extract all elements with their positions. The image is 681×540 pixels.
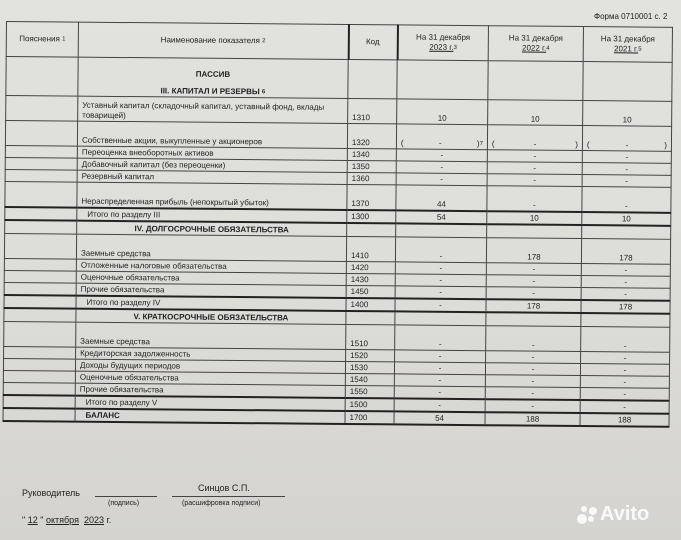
- notes-cell: [4, 321, 76, 347]
- indicator-code: 1700: [345, 411, 394, 424]
- notes-cell: [3, 358, 75, 371]
- indicator-value: -: [395, 274, 486, 287]
- indicator-value: 10: [487, 211, 582, 225]
- value-cell: [487, 224, 582, 238]
- value-cell: [396, 223, 487, 237]
- notes-cell: [6, 96, 78, 122]
- indicator-value: -: [395, 350, 486, 363]
- indicator-value: -: [580, 364, 669, 377]
- indicator-value: 10: [583, 101, 672, 127]
- section-title: V. КРАТКОСРОЧНЫЕ ОБЯЗАТЕЛЬСТВА: [76, 309, 346, 325]
- indicator-code: 1420: [346, 261, 395, 273]
- code-cell: [347, 223, 396, 237]
- indicator-code: 1320: [347, 123, 396, 148]
- indicator-code: 1360: [347, 172, 396, 184]
- indicator-value: 188: [485, 412, 580, 426]
- notes-cell: [4, 295, 76, 309]
- indicator-name: Отложенные налоговые обязательства: [76, 259, 346, 273]
- code-cell: [348, 59, 397, 98]
- notes-cell: [3, 370, 75, 383]
- value-cell: [582, 225, 671, 239]
- indicator-value: -: [485, 375, 580, 388]
- signature-name: Синцов С.П.: [198, 483, 250, 493]
- indicator-code: 1500: [345, 398, 394, 411]
- indicator-code: 1510: [346, 324, 395, 349]
- indicator-code: 1450: [346, 285, 395, 298]
- indicator-code: 1350: [347, 160, 396, 172]
- notes-cell: [4, 282, 76, 295]
- notes-cell: [5, 121, 77, 147]
- indicator-name: Оценочные обязательства: [75, 371, 345, 385]
- indicator-value: -: [486, 275, 581, 288]
- indicator-value: -: [395, 298, 486, 312]
- header-2021: На 31 декабря 2021 г.$^5$: [583, 27, 672, 63]
- indicator-value: -: [395, 237, 486, 263]
- indicator-name: Нераспределенная прибыль (непокрытый убыток): [77, 182, 347, 210]
- balance-table: [3, 21, 673, 428]
- signature-line: [95, 496, 157, 497]
- indicator-value: -: [395, 325, 486, 351]
- notes-cell: [4, 308, 76, 322]
- indicator-code: 1530: [345, 361, 394, 373]
- name-line: [172, 496, 285, 497]
- header-notes: Пояснения $^1$: [6, 22, 78, 58]
- notes-cell: [4, 346, 76, 359]
- notes-cell: [3, 395, 75, 409]
- indicator-name: БАЛАНС: [75, 409, 345, 424]
- indicator-name: Оценочные обязательства: [76, 271, 346, 285]
- indicator-value: -: [487, 174, 582, 187]
- indicator-name: Кредиторская задолженность: [76, 347, 346, 361]
- indicator-value: -: [581, 288, 670, 301]
- indicator-value: 178: [581, 300, 670, 314]
- indicator-value: -: [581, 264, 670, 277]
- date-month: октября: [45, 515, 79, 525]
- indicator-value: -: [394, 374, 485, 387]
- value-cell: [486, 312, 581, 326]
- notes-cell: [5, 157, 77, 170]
- indicator-value: -: [581, 352, 670, 365]
- name-caption: (расшифровка подписи): [182, 500, 261, 507]
- notes-cell: [3, 408, 75, 422]
- indicator-value: -: [582, 151, 671, 164]
- value-cell: [397, 60, 488, 100]
- indicator-value: 178: [581, 239, 670, 265]
- indicator-value: -: [582, 175, 671, 188]
- indicator-value: -: [580, 388, 669, 401]
- indicator-value: -: [395, 286, 486, 299]
- indicator-code: 1430: [346, 273, 395, 285]
- code-cell: [346, 311, 395, 325]
- indicator-name: Итого по разделу IV: [76, 296, 346, 311]
- indicator-code: 1300: [347, 210, 396, 223]
- indicator-value: -: [581, 327, 670, 353]
- indicator-value: -: [396, 161, 487, 174]
- indicator-value: -: [582, 187, 671, 213]
- notes-cell: [5, 145, 77, 158]
- header-2023: На 31 декабря 2023 г.$^3$: [397, 25, 488, 61]
- indicator-name: Доходы будущих периодов: [75, 359, 345, 373]
- indicator-value: -: [487, 150, 582, 163]
- header-2022: На 31 декабря 2022 г.$^4$: [488, 26, 583, 62]
- indicator-value: -: [487, 162, 582, 175]
- notes-cell: [3, 382, 75, 395]
- indicator-value: ( - )$^7$: [396, 124, 487, 150]
- indicator-name: Прочие обязательства: [75, 383, 345, 398]
- section-heading-row: [6, 57, 672, 102]
- indicator-value: -: [394, 362, 485, 375]
- indicator-name: Итого по разделу V: [75, 396, 345, 411]
- date-day: 12: [27, 515, 38, 525]
- value-cell: [583, 62, 672, 102]
- signature-caption: (подпись): [108, 500, 140, 507]
- indicator-code: 1310: [348, 98, 397, 123]
- indicator-name: Прочие обязательства: [76, 283, 346, 298]
- notes-cell: [5, 181, 77, 207]
- indicator-value: -: [486, 326, 581, 352]
- indicator-value: -: [582, 163, 671, 176]
- indicator-value: -: [394, 398, 485, 412]
- indicator-code: 1400: [346, 298, 395, 311]
- indicator-value: ( - ): [582, 126, 671, 152]
- header-name: Наименование показателя $^2$: [78, 22, 348, 59]
- section-title: ПАССИВ III. КАПИТАЛ И РЕЗЕРВЫ $^6$: [78, 57, 348, 98]
- indicator-code: 1550: [345, 385, 394, 398]
- value-cell: [488, 61, 583, 101]
- indicator-code: 1540: [345, 373, 394, 385]
- date-line: " 12 " октября 2023 г.: [22, 515, 112, 525]
- notes-cell: [4, 233, 76, 259]
- indicator-value: 10: [582, 212, 671, 226]
- signature-role: Руководитель: [22, 488, 80, 498]
- notes-cell: [5, 169, 77, 182]
- avito-logo-icon: [577, 505, 597, 525]
- indicator-name: Итого по разделу III: [77, 208, 347, 223]
- indicator-value: 54: [396, 210, 487, 224]
- header-code: Код: [348, 24, 397, 59]
- indicator-value: -: [486, 351, 581, 364]
- indicator-value: -: [485, 399, 580, 413]
- indicator-code: 1520: [346, 349, 395, 361]
- indicator-code: 1370: [347, 184, 396, 210]
- value-cell: [581, 313, 670, 327]
- indicator-value: ( - ): [487, 125, 582, 151]
- notes-cell: [6, 57, 78, 97]
- indicator-value: -: [485, 363, 580, 376]
- notes-cell: [5, 220, 77, 234]
- indicator-value: -: [581, 276, 670, 289]
- notes-cell: [5, 207, 77, 221]
- indicator-value: 54: [394, 411, 485, 425]
- notes-cell: [4, 258, 76, 271]
- indicator-value: 188: [580, 413, 669, 427]
- header-row: [6, 22, 672, 63]
- indicator-value: -: [395, 262, 486, 275]
- indicator-value: -: [486, 263, 581, 276]
- indicator-value: -: [486, 287, 581, 300]
- form-label: Форма 0710001 с. 2: [594, 12, 668, 21]
- passiv-title: ПАССИВ: [195, 69, 231, 79]
- indicator-name: Заемные средства: [76, 322, 346, 349]
- value-cell: [395, 311, 486, 325]
- indicator-value: -: [394, 386, 485, 399]
- indicator-name: Добавочный капитал (без переоценки): [77, 158, 347, 172]
- indicator-name: Переоценка внеоборотных активов: [77, 146, 347, 160]
- indicator-value: -: [580, 400, 669, 414]
- avito-watermark: Avito: [577, 503, 649, 526]
- indicator-value: 178: [486, 238, 581, 264]
- indicator-name: Резервный капитал: [77, 170, 347, 184]
- date-year: 2023: [83, 515, 104, 525]
- section-title: IV. ДОЛГОСРОЧНЫЕ ОБЯЗАТЕЛЬСТВА: [77, 221, 347, 237]
- indicator-name: Собственные акции, выкупленные у акционеров: [77, 121, 347, 148]
- indicator-value: 10: [397, 99, 488, 125]
- notes-cell: [4, 270, 76, 283]
- indicator-name: Заемные средства: [76, 234, 346, 261]
- indicator-value: -: [487, 186, 582, 212]
- indicator-name: Уставный капитал (складочный капитал, уставный фонд, вклады товарищей): [78, 96, 348, 123]
- indicator-code: 1340: [347, 148, 396, 160]
- indicator-value: 44: [396, 185, 487, 211]
- indicator-value: 178: [486, 299, 581, 313]
- indicator-value: 10: [488, 100, 583, 126]
- indicator-code: 1410: [346, 236, 395, 261]
- indicator-value: -: [396, 149, 487, 162]
- indicator-value: -: [396, 173, 487, 186]
- indicator-value: -: [485, 387, 580, 400]
- indicator-value: -: [580, 376, 669, 389]
